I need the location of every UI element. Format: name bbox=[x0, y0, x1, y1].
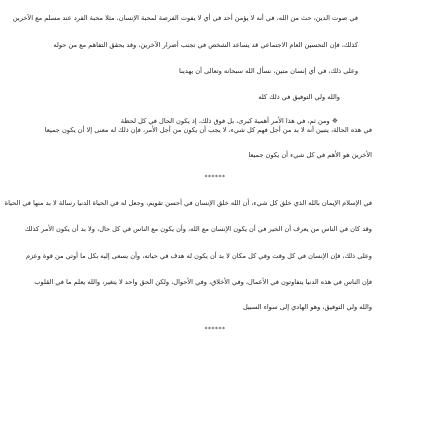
paragraph-line: وعلى ذلك، فإن الإنسان في كل وقت وفي كل مكان لا بد أن يكون له هدف في حياته، وأن يسعى إليه بكل ما أوتي من قوة وعزم bbox=[25, 252, 372, 260]
paragraph-line: في هذه الحالة، يتبين أنه لا بد من أجل فهم كل شيء، لا يجب أن يكون من أجل الأمر، فإن ذلك له معنى إلا أن يكون جميعا bbox=[44, 126, 372, 134]
bullet-text: ومن ثم، في هذا الأمر أهمية كبرى، بل فوق ذلك، إذ يكون الحال في كل لحظة bbox=[120, 117, 330, 125]
paragraph-line: في الإسلام الإيمان بالله الذي خلق كل شيء، أن الله خلق الإنسان في أحسن تقويم، وجعل له في الحياة الدنيا رسالة لا بد منها في الحياة bbox=[4, 199, 372, 207]
paragraph-line: والله ولي التوفيق في ذلك كله bbox=[258, 93, 340, 101]
paragraph-line: فإن الناس في هذه الدنيا يتفاوتون في الأعمال، وفي الأخلاق، وفي الأحوال، ولكن الحق واحد لا يتغير، والله يعلم ما في القلوب bbox=[34, 278, 372, 286]
section-divider: ****** bbox=[204, 326, 226, 333]
section-divider: ****** bbox=[204, 174, 226, 181]
paragraph-line: في صوت الدين، حث من الله، في أنه لا يؤمن أحد في أي لا يفوت الفرصة لمحبة الإنسان، مثلا محبة الفرد عند مسلم مع الآخرين bbox=[12, 14, 358, 22]
bullet-icon: ❖ bbox=[331, 117, 338, 125]
paragraph-line: والله ولي التوفيق، وهو الهادي إلى سواء السبيل bbox=[242, 303, 372, 311]
paragraph-line: وقد كان في الناس من يعرف أن الخير في أن يكون الإنسان مع الله، وأن يكون مع الناس في كل حال، ولا بد أن يكون الأمر كذلك bbox=[24, 225, 372, 233]
paragraph-line: الأخرين هو الأهم في كل شيء أن يكون جميعا bbox=[248, 151, 372, 159]
paragraph-line: وعلى ذلك، في أي إنسان متين، نسأل الله سبحانه وتعالى أن يهدينا bbox=[179, 67, 358, 75]
paragraph-line: كذلك، فإن التحسين العام الاجتماعي قد يساعد الشخص في تجنب أضرار الآخرين، وقد يحقق التفاهم مع من حوله bbox=[53, 41, 358, 49]
